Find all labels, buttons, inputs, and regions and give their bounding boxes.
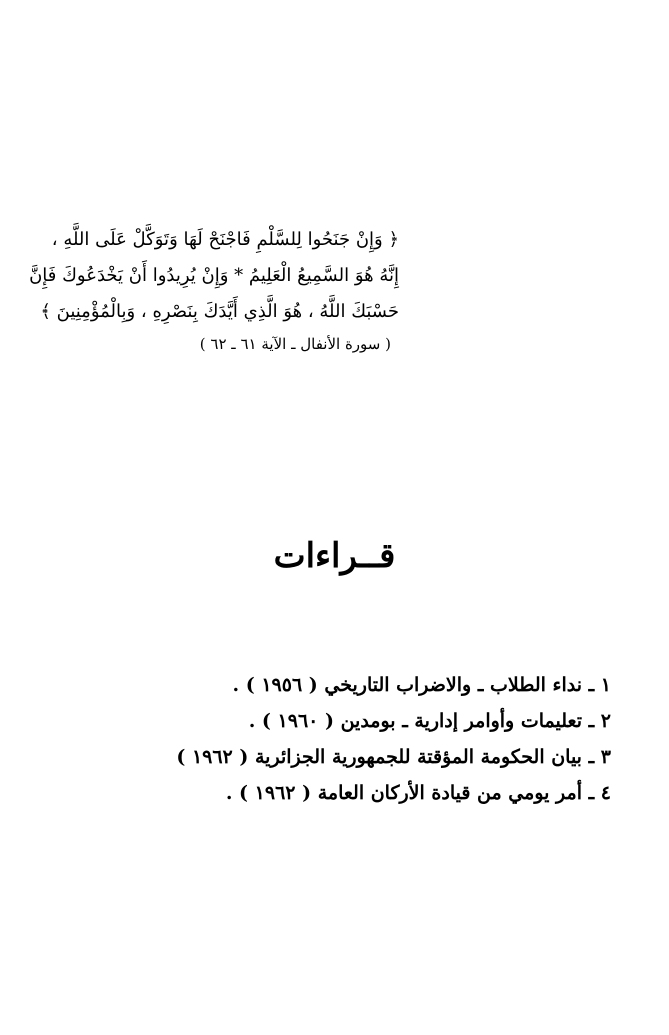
reading-item: ١ ـ نداء الطلاب ـ والاضراب التاريخي ( ١٩٥٦ ) . — [232, 674, 611, 696]
quran-verse-block — [29, 222, 399, 356]
verse-line: حَسْبَكَ اللَّهُ ، هُوَ الَّذِي أَيَّدَكَ بِنَصْرِهِ ، وَبِالْمُؤْمِنِينَ ﴾ — [40, 301, 399, 322]
readings-list — [121, 667, 611, 811]
reading-item: ٤ ـ أمر يومي من قيادة الأركان العامة ( ١٩٦٢ ) . — [225, 782, 611, 804]
verse-source-citation: ( سورة الأنفال ـ الآية ٦١ ـ ٦٢ ) — [199, 335, 391, 353]
verse-line: إِنَّهُ هُوَ السَّمِيعُ الْعَلِيمُ * وَإِنْ يُرِيدُوا أَنْ يَخْدَعُوكَ فَإِنَّ — [29, 265, 399, 286]
reading-item: ٢ ـ تعليمات وأوامر إدارية ـ بومدين ( ١٩٦٠ ) . — [248, 710, 611, 732]
section-title: قــراءات — [273, 536, 396, 576]
verse-line: ﴿ وَإِنْ جَنَحُوا لِلسَّلْمِ فَاجْنَحْ لَهَا وَتَوَكَّلْ عَلَى اللَّهِ ، — [51, 229, 399, 250]
reading-item: ٣ ـ بيان الحكومة المؤقتة للجمهورية الجزائرية ( ١٩٦٢ ) — [176, 746, 611, 768]
